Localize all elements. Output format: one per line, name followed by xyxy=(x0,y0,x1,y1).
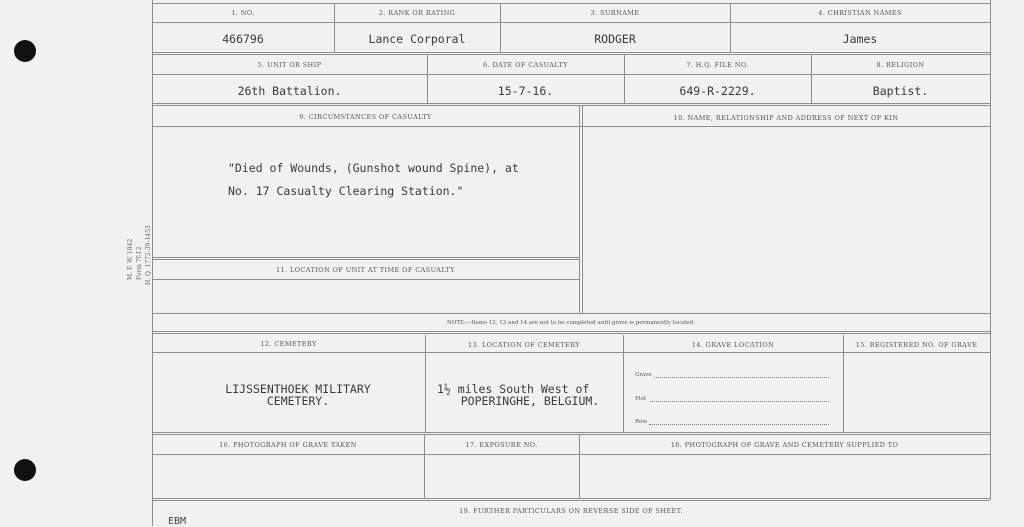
value-unit: 26th Battalion. xyxy=(237,84,342,98)
value-religion: Baptist. xyxy=(872,84,929,98)
initials: EBM xyxy=(168,516,187,527)
rule xyxy=(152,313,990,314)
frame-right xyxy=(990,0,991,500)
row-field-line xyxy=(649,424,829,425)
divider xyxy=(579,106,580,313)
rule xyxy=(152,22,990,23)
rule xyxy=(152,74,990,75)
label-date-of-casualty: 6. DATE OF CASUALTY xyxy=(483,61,568,69)
divider xyxy=(582,106,583,313)
rule xyxy=(152,498,990,501)
value-rank: Lance Corporal xyxy=(368,32,466,46)
label-location-of-cemetery: 13. LOCATION OF CEMETERY xyxy=(467,341,581,349)
rule xyxy=(152,52,990,55)
value-cemetery-line1: LIJSSENTHOEK MILITARY xyxy=(225,382,371,396)
plot-field-line xyxy=(650,401,829,402)
side-hq-code: H. Q. 1772-39-1453 xyxy=(145,225,152,285)
value-date-of-casualty: 15-7-16. xyxy=(497,84,554,98)
label-rank: 2. RANK OR RATING xyxy=(378,9,456,17)
rule xyxy=(152,279,579,280)
label-exposure-no: 17. EXPOSURE NO. xyxy=(465,441,538,449)
rule xyxy=(152,331,990,334)
side-form-number: M. F. W. 1842 xyxy=(127,238,134,280)
label-next-of-kin: 10. NAME, RELATIONSHIP AND ADDRESS OF NEXT OF KIN xyxy=(673,114,899,122)
label-photo-taken: 16. PHOTOGRAPH OF GRAVE TAKEN xyxy=(219,441,357,449)
divider xyxy=(623,335,624,432)
punch-hole-bottom xyxy=(14,459,36,481)
rule xyxy=(152,352,990,353)
side-form-code: Form 7f-12 xyxy=(136,246,143,280)
label-cemetery: 12. CEMETERY xyxy=(260,340,317,348)
rule xyxy=(152,3,990,4)
row-field-label: Row xyxy=(635,419,648,425)
plot-field-label: Plot xyxy=(635,396,646,402)
value-service-number: 466796 xyxy=(222,32,264,46)
grave-field-line xyxy=(654,377,829,378)
value-circumstances-line1: "Died of Wounds, (Gunshot wound Spine), at xyxy=(228,161,519,175)
note-text: NOTE:—Items 12, 13 and 14 are not to be completed until grave is permanently located. xyxy=(447,320,695,326)
value-location-line1: 1½ miles South West of xyxy=(437,382,590,396)
rule xyxy=(152,257,579,260)
label-location-of-unit: 11. LOCATION OF UNIT AT TIME OF CASUALTY xyxy=(276,266,455,274)
rule xyxy=(152,432,990,435)
value-cemetery-line2: CEMETERY. xyxy=(266,394,330,408)
label-surname: 3. SURNAME xyxy=(590,9,640,17)
punch-hole-top xyxy=(14,40,36,62)
value-circumstances-line2: No. 17 Casualty Clearing Station." xyxy=(228,184,464,198)
label-grave-location: 14. GRAVE LOCATION xyxy=(691,341,775,349)
value-surname: RODGER xyxy=(594,32,636,46)
value-christian-names: James xyxy=(842,32,878,46)
label-religion: 8. RELIGION xyxy=(876,61,925,69)
label-hq-file: 7. H.Q. FILE NO. xyxy=(686,61,749,69)
label-registered-no: 15. REGISTERED NO. OF GRAVE xyxy=(855,341,978,349)
label-photo-supplied: 18. PHOTOGRAPH OF GRAVE AND CEMETERY SUPPLIED TO xyxy=(670,441,899,449)
label-unit: 5. UNIT OR SHIP xyxy=(257,61,322,69)
rule xyxy=(152,103,990,106)
label-no: 1. NO. xyxy=(231,9,255,17)
value-location-line2: POPERINGHE, BELGIUM. xyxy=(460,394,600,408)
divider xyxy=(843,335,844,432)
label-further-particulars: 19. FURTHER PARTICULARS ON REVERSE SIDE OF SHEET. xyxy=(459,507,683,515)
label-christian-names: 4. CHRISTIAN NAMES xyxy=(818,9,902,17)
rule xyxy=(152,126,990,127)
value-hq-file: 649-R-2229. xyxy=(679,84,756,98)
grave-field-label: Grave xyxy=(635,372,652,378)
rule xyxy=(152,454,990,455)
label-circumstances: 9. CIRCUMSTANCES OF CASUALTY xyxy=(299,113,432,121)
